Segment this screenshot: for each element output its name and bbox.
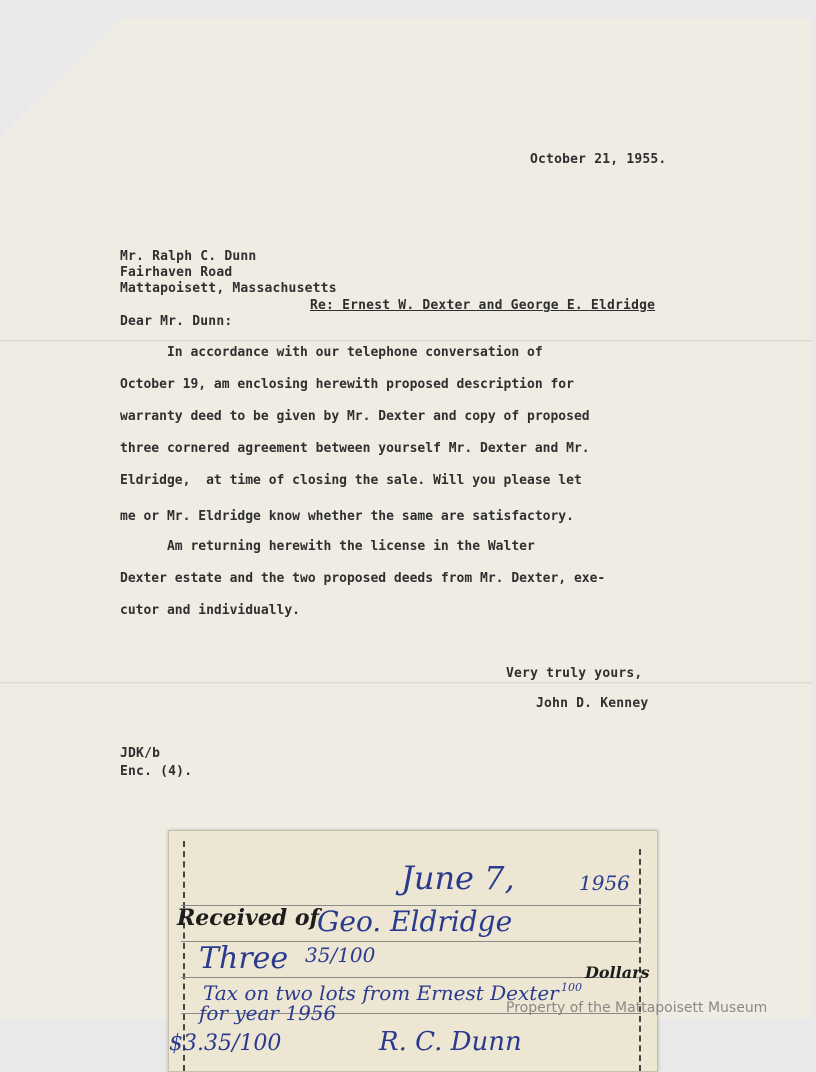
receipt-date: June 7,: [401, 859, 515, 897]
paper-fold: [0, 682, 812, 685]
receipt-slip: [168, 830, 658, 1072]
receipt-year: 1956: [579, 871, 630, 895]
body-line: me or Mr. Eldridge know whether the same are satisfactory.: [120, 509, 574, 524]
salutation: Dear Mr. Dunn:: [120, 314, 233, 329]
body-line: warranty deed to be given by Mr. Dexter and copy of proposed: [120, 409, 590, 424]
re-line: Re: Ernest W. Dexter and George E. Eldridge: [310, 298, 656, 313]
body-line: cutor and individually.: [120, 603, 301, 618]
amount-fraction: 35/100: [305, 943, 376, 967]
hundred-mark: 100: [561, 981, 582, 994]
body-line: Eldridge, at time of closing the sale. Will you please let: [120, 473, 582, 488]
recipient-line: Fairhaven Road: [120, 265, 233, 280]
recipient-line: Mr. Ralph C. Dunn: [120, 249, 257, 264]
purpose-line: Tax on two lots from Ernest Dexter: [203, 981, 559, 1005]
letter-date: October 21, 1955.: [530, 152, 667, 167]
amount-words: Three: [199, 941, 289, 976]
body-line: October 19, am enclosing herewith proposed description for: [120, 377, 574, 392]
body-line: In accordance with our telephone conversation of: [120, 345, 543, 360]
initials: JDK/b: [120, 746, 161, 761]
signature-typed: John D. Kenney: [536, 696, 649, 711]
payer-name: Geo. Eldridge: [317, 905, 513, 938]
paper-fold: [0, 340, 812, 343]
received-of-label: Received of: [177, 905, 319, 931]
amount-numeric: $3.35/100: [169, 1031, 282, 1056]
ruled-line: [181, 977, 641, 978]
body-line: Dexter estate and the two proposed deeds from Mr. Dexter, exe-: [120, 571, 606, 586]
body-line: three cornered agreement between yourself Mr. Dexter and Mr.: [120, 441, 590, 456]
recipient-line: Mattapoisett, Massachusetts: [120, 281, 337, 296]
enclosures: Enc. (4).: [120, 764, 193, 779]
watermark: Property of the Mattapoisett Museum: [506, 1000, 768, 1016]
purpose-line: for year 1956: [199, 1001, 337, 1025]
body-line: Am returning herewith the license in the Walter: [120, 539, 535, 554]
perforation: [639, 849, 641, 1071]
dollars-label: Dollars: [585, 963, 650, 982]
receipt-signature: R. C. Dunn: [379, 1027, 522, 1057]
closing: Very truly yours,: [506, 666, 643, 681]
